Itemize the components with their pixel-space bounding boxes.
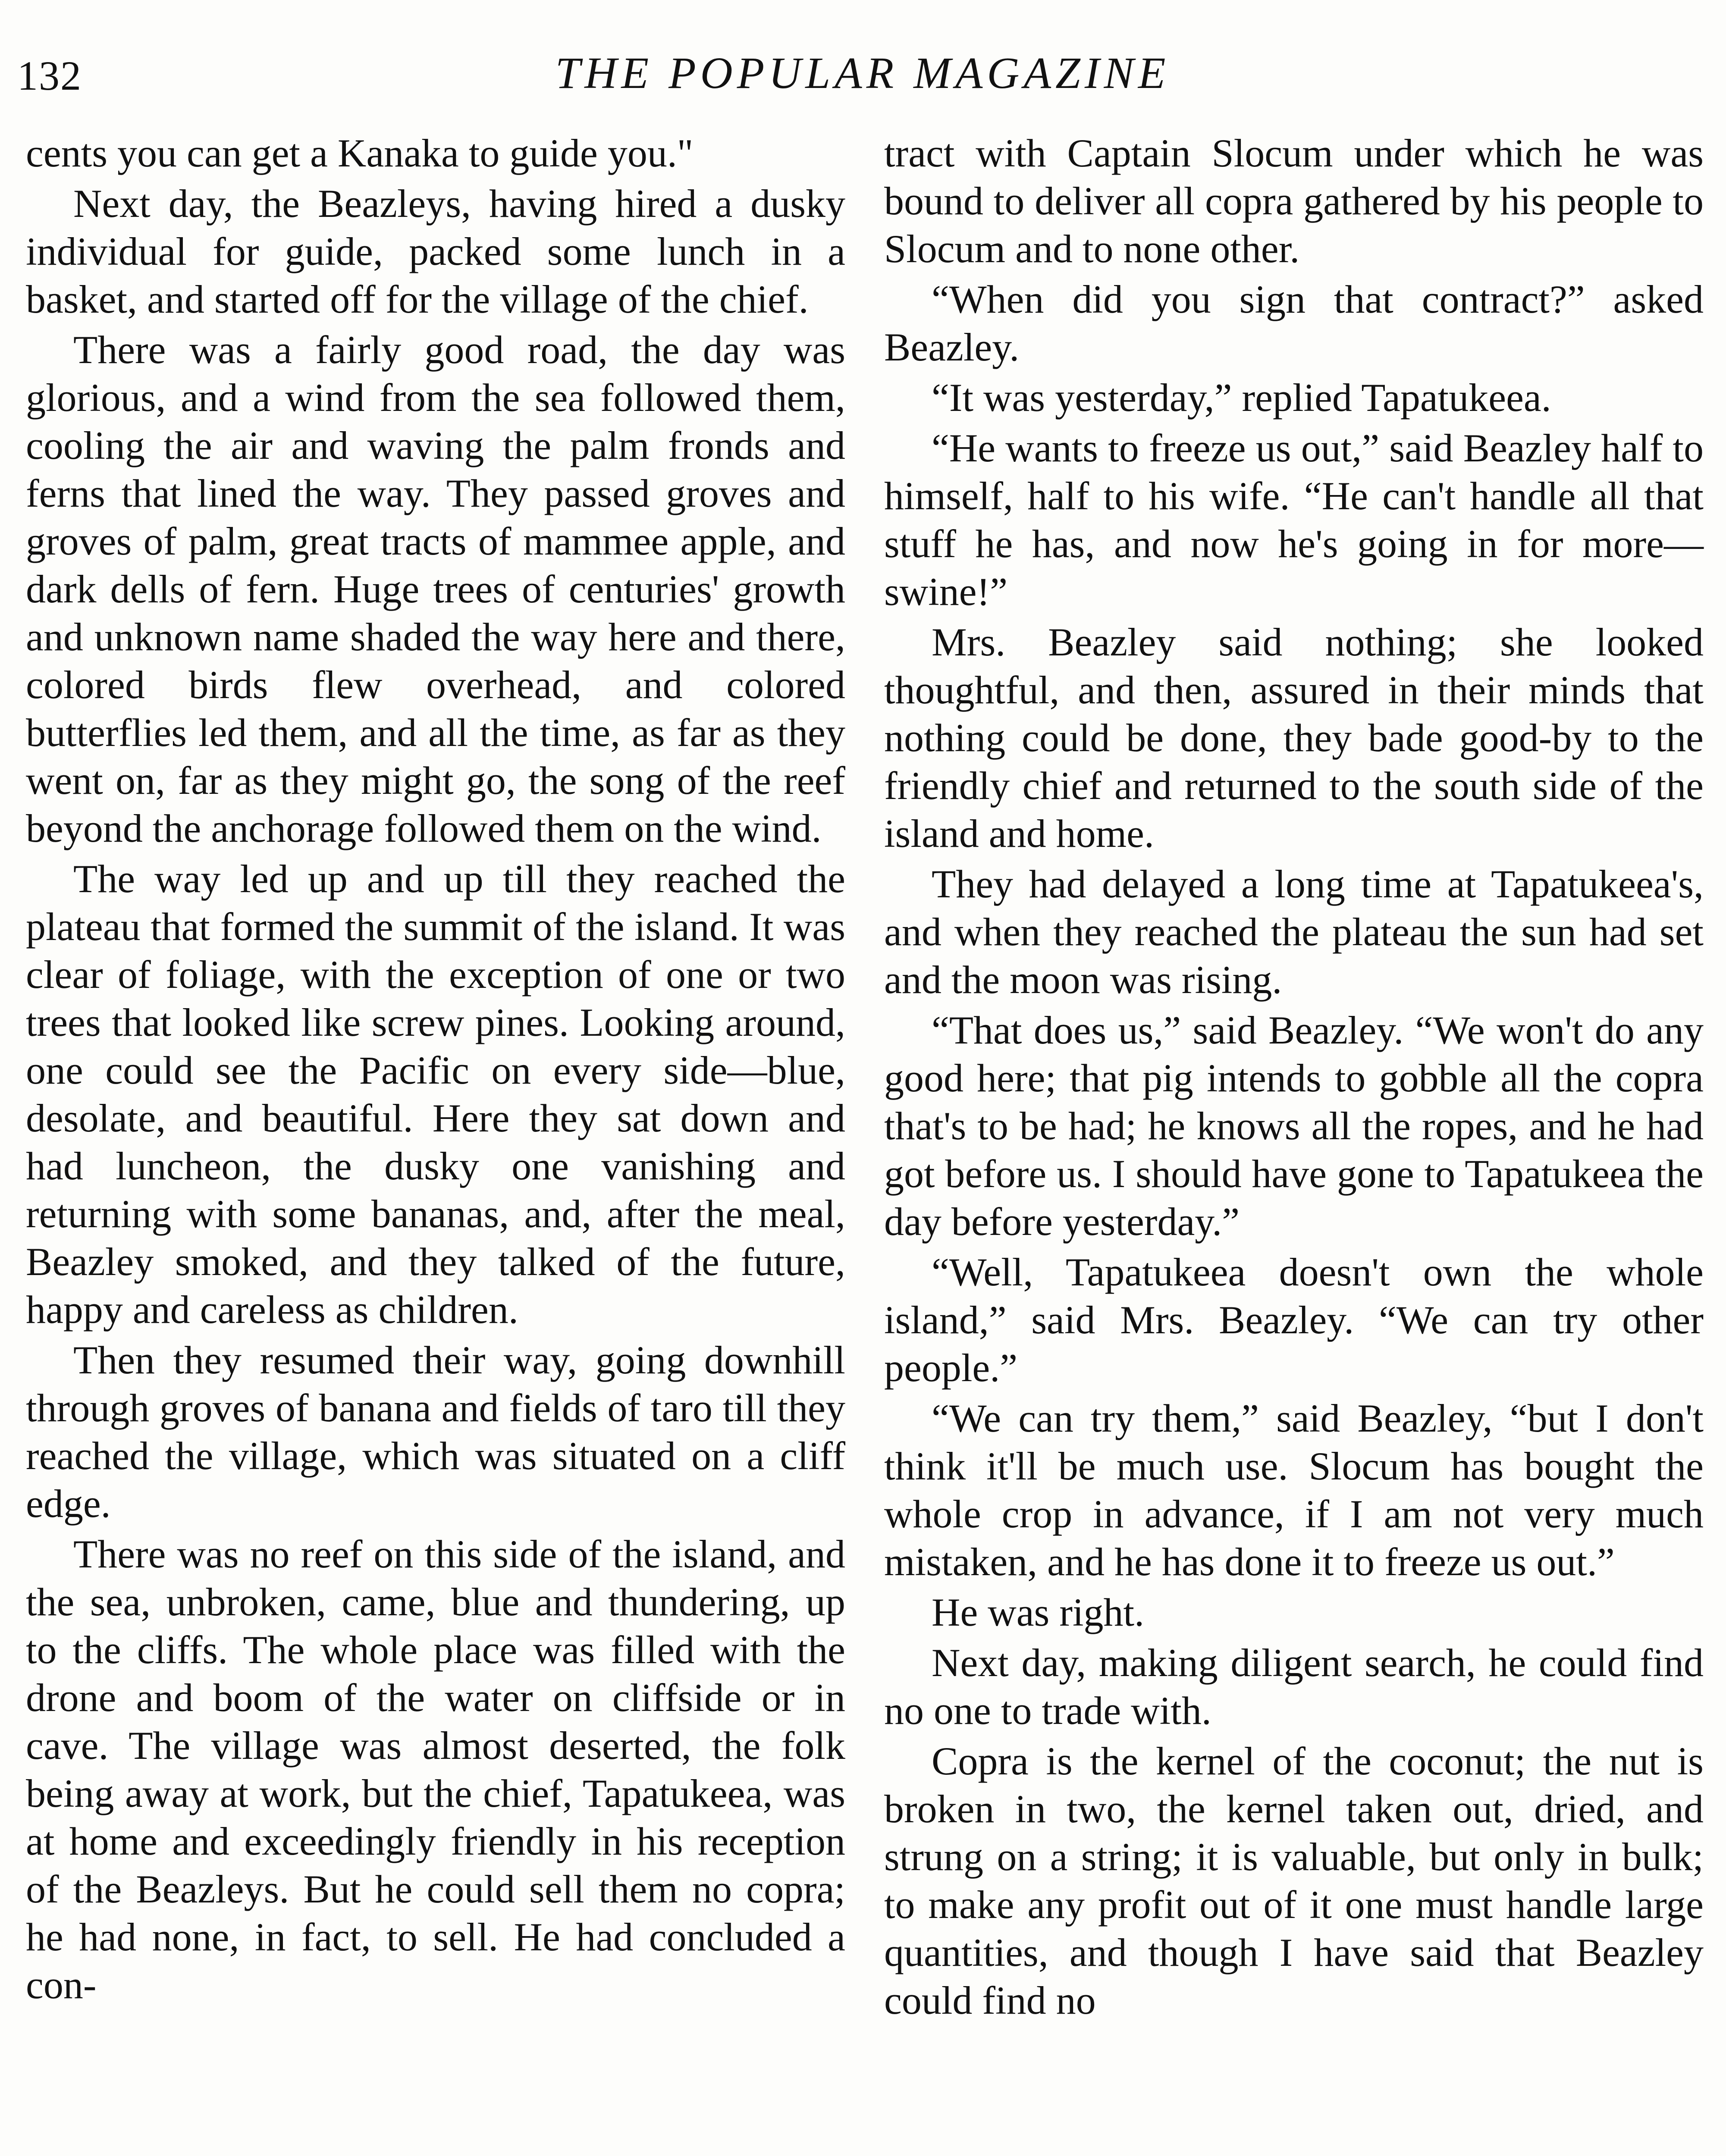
paragraph: “It was yesterday,” replied Tapatukeea. — [932, 376, 1551, 420]
paragraph: Next day, making diligent search, he could find no one to trade with. — [884, 1641, 1704, 1733]
paragraph: “When did you sign that contract?” asked Beazley. — [884, 277, 1704, 369]
left-column — [26, 129, 845, 2012]
paragraph: The way led up and up till they reached the plateau that formed the summit of the island. It was clear of foliage, with the exception of one or two trees that looked like screw pines. Looking around, one could see the Pacific on every side—blue, desolate, and beautiful. Here they sat down and had luncheon, the dusky one vanishing and returning with some bananas, and, after the meal, Beazley smoked, and they talked of the future, happy and careless as children. — [26, 857, 845, 1332]
magazine-title: THE POPULAR MAGAZINE — [555, 48, 1170, 98]
paragraph: “He wants to freeze us out,” said Beazley half to himself, half to his wife. “He can't handle all that stuff he has, and now he's going in for more—swine!” — [884, 426, 1704, 614]
paragraph: “Well, Tapatukeea doesn't own the whole island,” said Mrs. Beazley. “We can try other people.” — [884, 1250, 1704, 1390]
paragraph: tract with Captain Slocum under which he was bound to deliver all copra gathered by his people to Slocum and to none other. — [884, 131, 1704, 271]
paragraph: They had delayed a long time at Tapatukeea's, and when they reached the plateau the sun had set and the moon was rising. — [884, 862, 1704, 1002]
paragraph: He was right. — [932, 1590, 1145, 1634]
right-column — [884, 129, 1704, 2027]
running-head — [17, 47, 1708, 108]
paragraph: Copra is the kernel of the coconut; the nut is broken in two, the kernel taken out, dried, and strung on a string; it is valuable, but only in bulk; to make any profit out of it one must handle large quantities, and though I have said that Beazley could find no — [884, 1739, 1704, 2022]
paragraph: “That does us,” said Beazley. “We won't do any good here; that pig intends to gobble all the copra that's to be had; he knows all the ropes, and he had got before us. I should have gone to Tapatukeea the day before yesterday.” — [884, 1008, 1704, 1244]
paragraph: cents you can get a Kanaka to guide you." — [26, 131, 694, 175]
paragraph: “We can try them,” said Beazley, “but I don't think it'll be much use. Slocum has bought the whole crop in advance, if I am not very much mistaken, and he has done it to freeze us out.” — [884, 1396, 1704, 1584]
paragraph: Next day, the Beazleys, having hired a dusky individual for guide, packed some lunch in a basket, and started off for the village of the chief. — [26, 182, 845, 321]
page-number: 132 — [17, 53, 82, 99]
paragraph: There was a fairly good road, the day was glorious, and a wind from the sea followed them, cooling the air and waving the palm fronds and ferns that lined the way. They passed groves and groves of palm, great tracts of mammee apple, and dark dells of fern. Huge trees of centuries' growth and unknown name shaded the way here and there, colored birds flew overhead, and colored butterflies led them, and all the time, as far as they went on, far as they might go, the song of the reef beyond the anchorage followed them on the wind. — [26, 328, 845, 850]
paragraph: There was no reef on this side of the island, and the sea, unbroken, came, blue and thundering, up to the cliffs. The whole place was filled with the drone and boom of the water on cliffside or in cave. The village was almost deserted, the folk being away at work, but the chief, Tapatukeea, was at home and exceedingly friendly in his reception of the Beazleys. But he could sell them no copra; he had none, in fact, to sell. He had concluded a con- — [26, 1532, 845, 2007]
paragraph: Mrs. Beazley said nothing; she looked thoughtful, and then, assured in their minds that nothing could be done, they bade good-by to the friendly chief and returned to the south side of the island and home. — [884, 620, 1704, 856]
paragraph: Then they resumed their way, going downhill through groves of banana and fields of taro till they reached the village, which was situated on a cliff edge. — [26, 1338, 845, 1526]
